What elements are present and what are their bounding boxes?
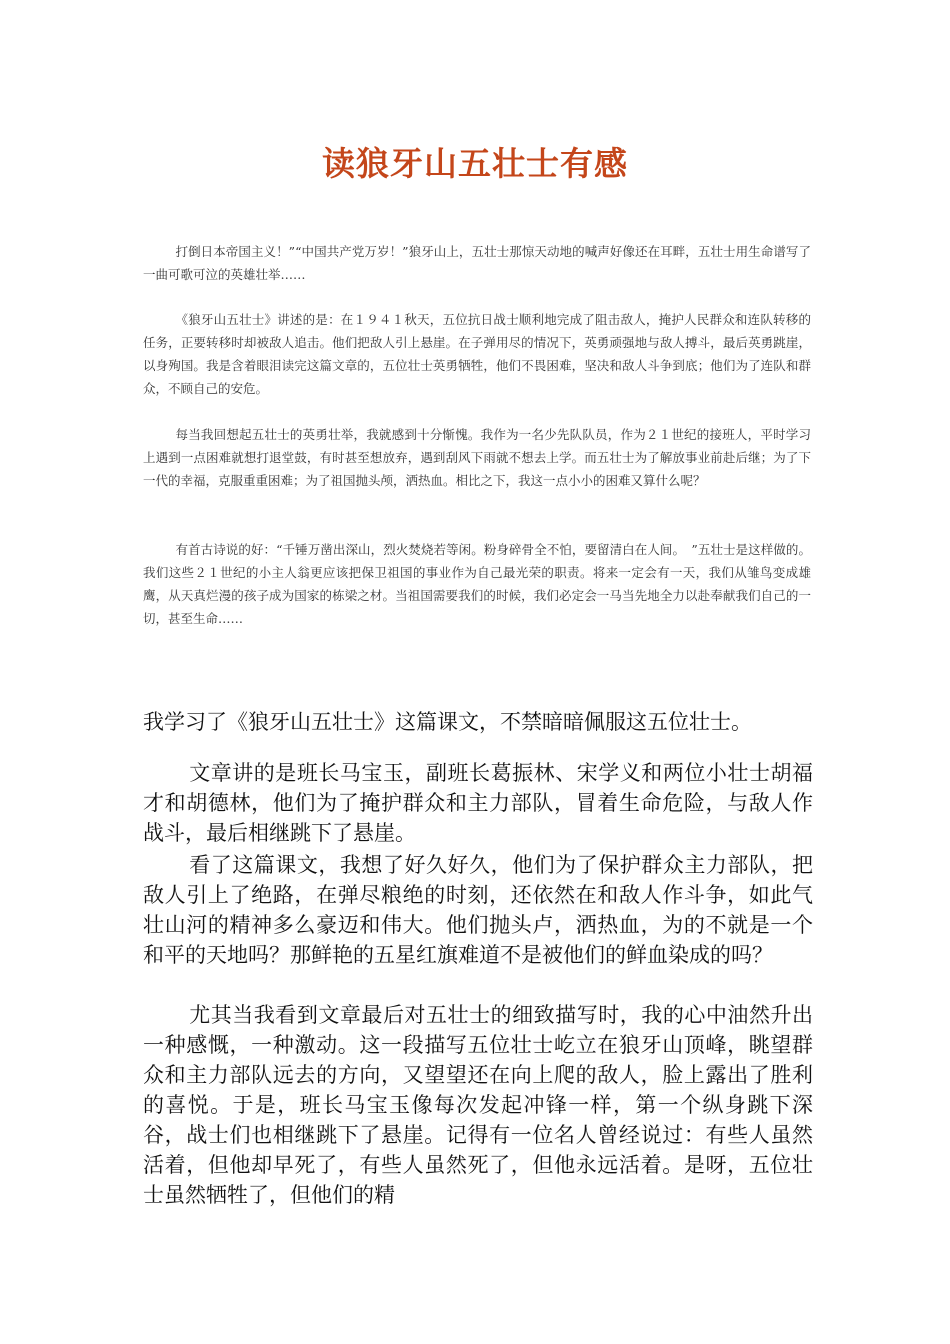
paragraph-2: 《狼牙山五壮士》讲述的是：在１９４１秋天，五位抗日战士顺利地完成了阻击敌人，掩护人民群众和连队转移的任务，正要转移时却被敌人追击。他们把敌人引上悬崖。在子弹用尽的情况下，英勇顽强地与敌人搏斗，最后英勇跳崖，以身殉国。我是含着眼泪读完这篇文章的，五位壮士英勇牺牲，他们不畏困难，坚决和敌人斗争到底；他们为了连队和群众，不顾自己的安危。 [143,312,811,396]
essay-paragraph-4: 尤其当我看到文章最后对五壮士的细致描写时，我的心中油然升出一种感慨，一种激动。这一段描写五位壮士屹立在狼牙山顶峰，眺望群众和主力部队远去的方向，又望望还在向上爬的敌人，脸上露出了胜利的喜悦。于是，班长马宝玉像每次发起冲锋一样，第一个纵身跳下深谷，战士们也相继跳下了悬崖。记得有一位名人曾经说过：有些人虽然活着，但他却早死了，有些人虽然死了，但他永远活着。是呀，五位壮士虽然牺牲了，但他们的精 [143,1003,813,1207]
essay-paragraph-2: 文章讲的是班长马宝玉，副班长葛振林、宋学义和两位小壮士胡福才和胡德林，他们为了掩护群众和主力部队，冒着生命危险，与敌人作战斗，最后相继跳下了悬崖。 [143,761,813,845]
page-title: 读狼牙山五壮士有感 [322,144,628,183]
paragraph-3: 每当我回想起五壮士的英勇壮举，我就感到十分惭愧。我作为一名少先队队员，作为２１世纪的接班人，平时学习上遇到一点困难就想打退堂鼓，有时甚至想放弃，遇到刮风下雨就不想去上学。而五壮士为了解放事业前赴后继；为了下一代的幸福，克服重重困难；为了祖国抛头颅，洒热血。相比之下，我这一点小小的困难又算什么呢？ [143,427,811,488]
essay-intro: 我学习了《狼牙山五壮士》这篇课文，不禁暗暗佩服这五位壮士。 [143,710,752,734]
paragraph-4: 有首古诗说的好：“千锤万凿出深山，烈火焚烧若等闲。粉身碎骨全不怕，要留清白在人间。 ”五壮士是这样做的。我们这些２１世纪的小主人翁更应该把保卫祖国的事业作为自己最光荣的职责。将来一定会有一天，我们从雏鸟变成雄鹰，从天真烂漫的孩子成为国家的栋梁之材。当祖国需要我们的时候，我们必定会一马当先地全力以赴奉献我们自己的一切，甚至生命…… [143,542,811,626]
essay-paragraph-3: 看了这篇课文，我想了好久好久，他们为了保护群众主力部队，把敌人引上了绝路，在弹尽粮绝的时刻，还依然在和敌人作斗争，如此气壮山河的精神多么豪迈和伟大。他们抛头卢，洒热血，为的不就是一个和平的天地吗？那鲜艳的五星红旗难道不是被他们的鲜血染成的吗？ [143,853,813,967]
paragraph-1: 打倒日本帝国主义！”“中国共产党万岁！”狼牙山上，五壮士那惊天动地的喊声好像还在耳畔，五壮士用生命谱写了一曲可歌可泣的英雄壮举…… [143,244,811,282]
